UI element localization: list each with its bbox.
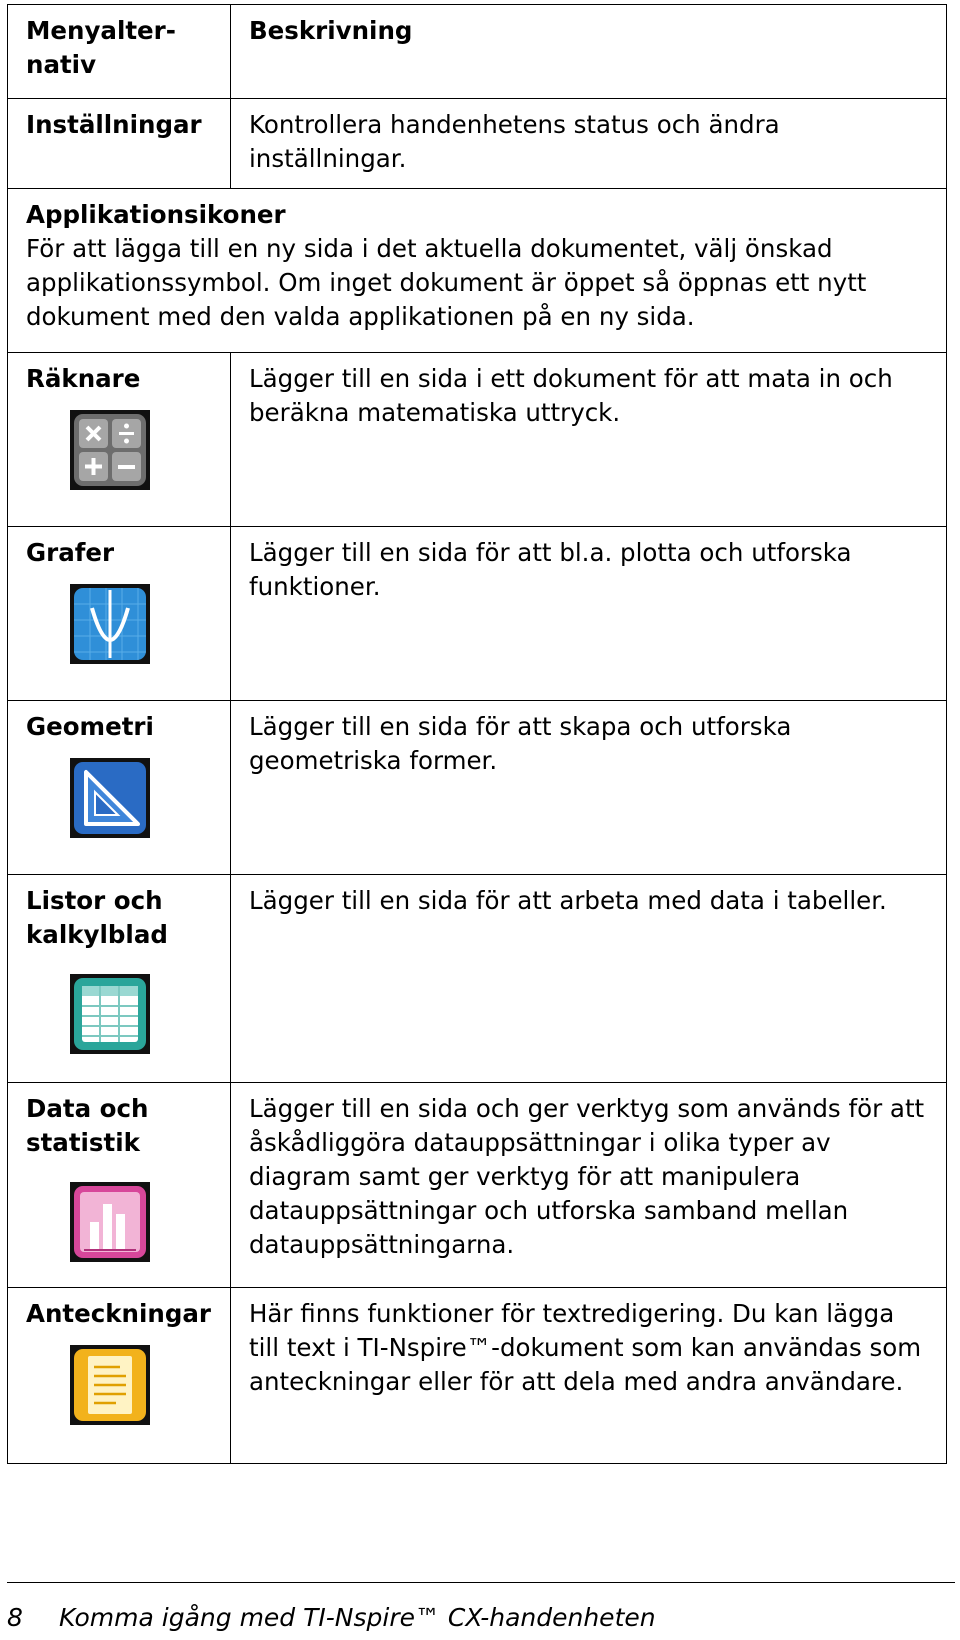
table-row-calculator — [8, 353, 947, 527]
table-row-notes — [8, 1288, 947, 1464]
app-description-graphs: Lägger till en sida för att bl.a. plotta och utforska funktioner. — [231, 527, 947, 701]
settings-name: Inställningar — [8, 99, 231, 189]
app-name-data-statistics: Data och statistik — [26, 1094, 149, 1157]
header-menu-option-line2: nativ — [26, 50, 97, 79]
section-intro: För att lägga till en ny sida i det aktuella dokumentet, välj önskad applikationssymbol. Om inget dokument är öppet så öppnas ett nytt dokument med den valda applikationen på en ny sida. — [26, 234, 867, 331]
app-description-calculator: Lägger till en sida i ett dokument för att mata in och beräkna matematiska uttryck. — [231, 353, 947, 527]
app-icons-section — [8, 189, 947, 353]
settings-description: Kontrollera handenhetens status och ändra inställningar. — [231, 99, 947, 189]
lists-spreadsheet-icon — [70, 974, 156, 1060]
geometry-icon — [70, 758, 156, 844]
table-row-settings — [8, 99, 947, 189]
app-cell-geometry — [8, 701, 231, 875]
table-row-app-icons-section — [8, 189, 947, 353]
header-description: Beskrivning — [231, 5, 947, 99]
app-name-calculator: Räknare — [26, 364, 141, 393]
page-number: 8 — [7, 1603, 23, 1632]
header-menu-option-line1: Menyalter- — [26, 16, 176, 45]
graphs-icon — [70, 584, 156, 670]
app-cell-calculator — [8, 353, 231, 527]
data-statistics-icon — [70, 1182, 156, 1268]
table-header-row — [8, 5, 947, 99]
app-description-lists-spreadsheet: Lägger till en sida för att arbeta med data i tabeller. — [231, 875, 947, 1083]
page-footer — [7, 1582, 955, 1632]
app-cell-lists-spreadsheet — [8, 875, 231, 1083]
calculator-icon — [70, 410, 156, 496]
menu-options-table — [7, 4, 947, 1464]
section-title: Applikationsikoner — [26, 200, 286, 229]
app-description-data-statistics: Lägger till en sida och ger verktyg som används för att åskådliggöra datauppsättningar i olika typer av diagram samt ger verktyg för att manipulera datauppsättningar och utforska samband mellan datauppsättningarna. — [231, 1083, 947, 1288]
app-description-notes: Här finns funktioner för textredigering. Du kan lägga till text i TI-Nspire™-dokument som kan användas som anteckningar eller för att dela med andra användare. — [231, 1288, 947, 1464]
app-cell-data-statistics — [8, 1083, 231, 1288]
app-name-graphs: Grafer — [26, 538, 115, 567]
table-row-graphs — [8, 527, 947, 701]
app-name-lists-spreadsheet: Listor och kalkylblad — [26, 886, 168, 949]
table-row-geometry — [8, 701, 947, 875]
notes-icon — [70, 1345, 156, 1431]
app-cell-graphs — [8, 527, 231, 701]
table-row-data-statistics — [8, 1083, 947, 1288]
footer-title: Komma igång med TI-Nspire™ CX-handenheten — [59, 1603, 656, 1632]
app-cell-notes — [8, 1288, 231, 1464]
header-menu-option — [8, 5, 231, 99]
app-name-notes: Anteckningar — [26, 1299, 211, 1328]
app-description-geometry: Lägger till en sida för att skapa och utforska geometriska former. — [231, 701, 947, 875]
table-row-lists-spreadsheet — [8, 875, 947, 1083]
app-name-geometry: Geometri — [26, 712, 154, 741]
